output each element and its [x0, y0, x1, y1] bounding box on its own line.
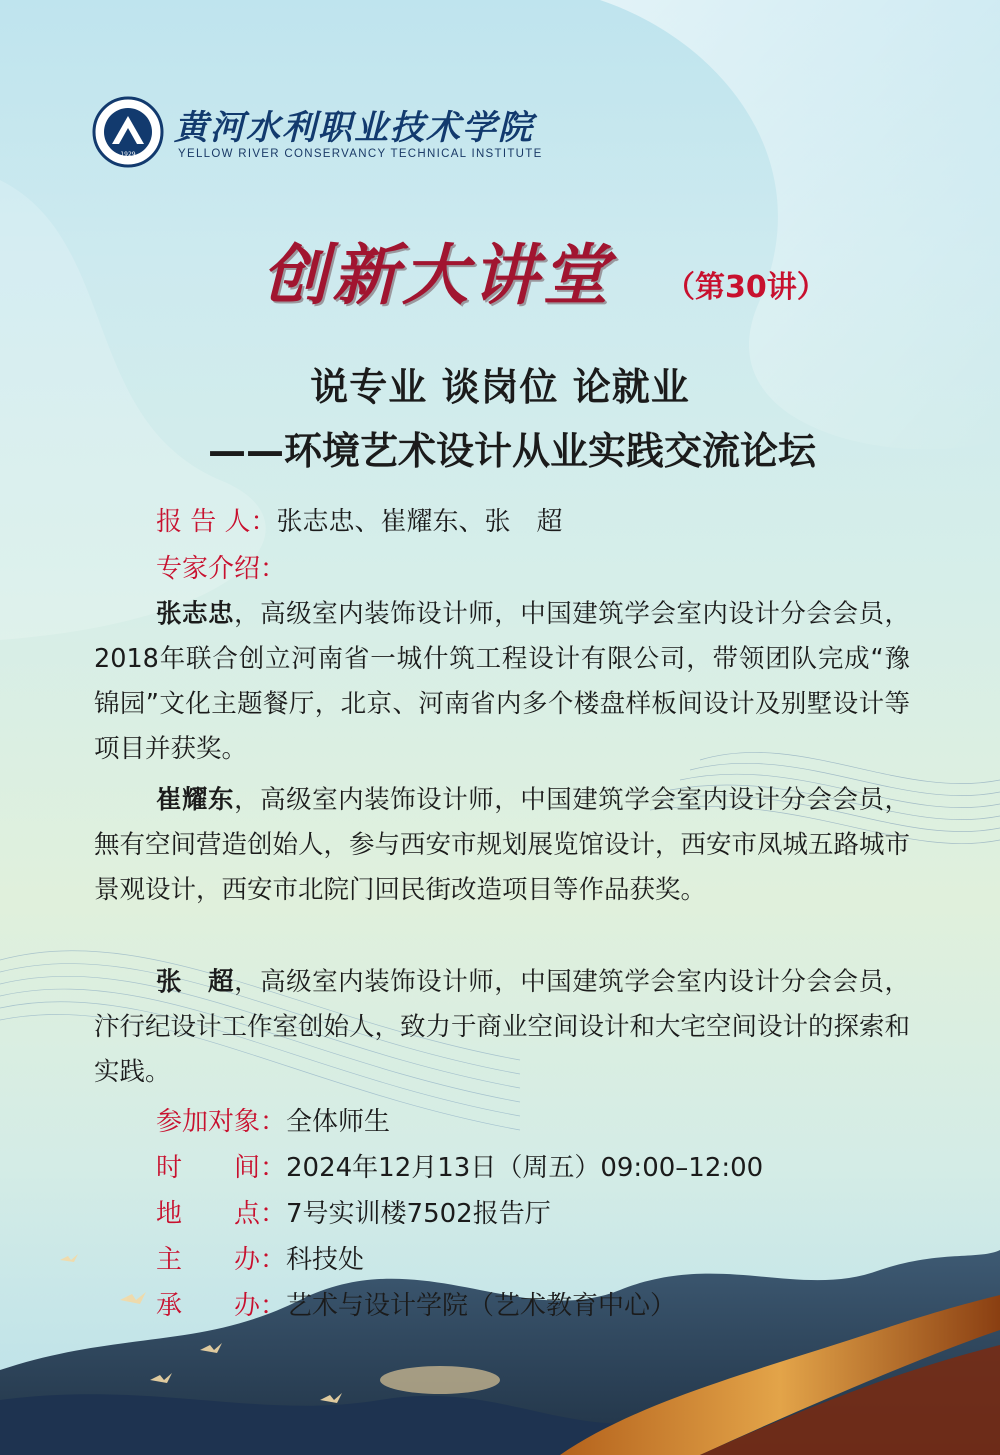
detail-row-host	[156, 1244, 364, 1276]
speakers-row	[156, 506, 563, 538]
organizer-value: 艺术与设计学院（艺术教育中心）	[286, 1291, 677, 1321]
location-value: 7号实训楼7502报告厅	[286, 1199, 551, 1229]
institute-seal-icon	[92, 96, 164, 168]
bio-paragraph-2	[94, 778, 910, 913]
time-value: 2024年12月13日（周五）09:00–12:00	[286, 1153, 764, 1183]
speakers-value: 张志忠、崔耀东、张 超	[276, 507, 563, 537]
seal-year: 1929	[120, 151, 136, 158]
institute-name-cn: 黄河水利职业技术学院	[174, 108, 534, 148]
bio-paragraph-3	[94, 960, 910, 1095]
host-label: 主 办：	[156, 1245, 287, 1275]
bio-name-1: 张志忠	[156, 599, 235, 629]
intro-label-row	[156, 553, 286, 585]
audience-value: 全体师生	[286, 1107, 391, 1137]
institute-name-en: YELLOW RIVER CONSERVANCY TECHNICAL INSTITUTE	[178, 148, 543, 160]
organizer-label: 承 办：	[156, 1291, 287, 1321]
subtitle-line-1: 说专业 谈岗位 论就业	[310, 365, 690, 409]
host-value: 科技处	[286, 1245, 365, 1275]
location-label: 地 点：	[156, 1199, 287, 1229]
bio-name-2: 崔耀东	[156, 785, 235, 815]
detail-row-time	[156, 1152, 763, 1184]
glow	[380, 1366, 500, 1394]
bio-text-1: ，高级室内装饰设计师，中国建筑学会室内设计分会会员，2018年联合创立河南省一城什筑工程设计有限公司，带领团队完成“豫锦园”文化主题餐厅，北京、河南省内多个楼盘样板间设计及别墅设计等项目并获奖。	[94, 599, 910, 764]
detail-row-organizer	[156, 1290, 676, 1322]
bio-text-2: ，高级室内装饰设计师，中国建筑学会室内设计分会会员，無有空间营造创始人，参与西安市规划展览馆设计，西安市凤城五路城市景观设计，西安市北院门回民街改造项目等作品获奖。	[94, 785, 911, 905]
bio-text-3: ，高级室内装饰设计师，中国建筑学会室内设计分会会员，汴行纪设计工作室创始人，致力于商业空间设计和大宅空间设计的探索和实践。	[94, 967, 911, 1087]
bio-name-3: 张 超	[156, 967, 235, 997]
subtitle-line-2: ——环境艺术设计从业实践交流论坛	[207, 429, 816, 473]
time-label: 时 间：	[156, 1153, 287, 1183]
detail-row-location	[156, 1198, 551, 1230]
detail-row-audience	[156, 1106, 390, 1138]
issue-number: （第30讲）	[665, 270, 827, 305]
bio-paragraph-1	[94, 592, 910, 772]
intro-label: 专家介绍：	[156, 554, 287, 584]
speakers-label: 报 告 人：	[156, 507, 277, 537]
audience-label: 参加对象：	[156, 1107, 287, 1137]
event-series-title: 创新大讲堂	[262, 236, 612, 314]
